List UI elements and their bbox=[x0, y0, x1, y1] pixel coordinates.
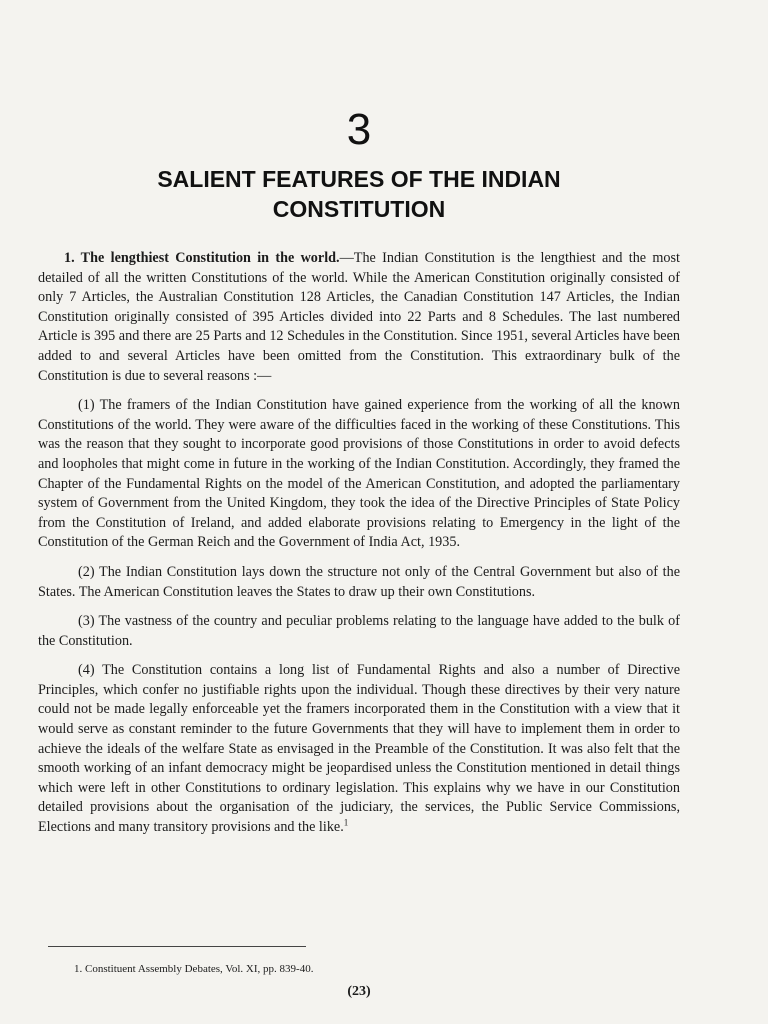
point-2-paragraph: (2) The Indian Constitution lays down the structure not only of the Central Government but also of the States. The American Constitution leaves the States to draw up their own Constitutions. bbox=[38, 563, 680, 600]
body-text bbox=[38, 249, 680, 848]
footnote-marker: 1 bbox=[343, 817, 349, 828]
footnote-divider bbox=[48, 946, 306, 947]
footnote: 1. Constituent Assembly Debates, Vol. XI, pp. 839-40. bbox=[74, 963, 314, 975]
section-intro: —The Indian Constitution is the lengthiest and the most detailed of all the written Constitutions of the world. While the American Constitution originally consisted of only 7 Articles, the Australian Constitution 128 Articles, the Canadian Constitution 147 Articles, the Indian Constitution originally consisted of 395 Articles divided into 22 Parts and 8 Schedules. The last numbered Article is 395 and there are 25 Parts and 12 Schedules in the Constitution. Since 1951, several Articles have been added to and several Articles have been omitted from the Constitution. This extraordinary bulk of the Constitution is due to several reasons :— bbox=[38, 250, 680, 384]
point-3-paragraph: (3) The vastness of the country and peculiar problems relating to the language have added to the bulk of the Constitution. bbox=[38, 613, 680, 649]
chapter-number: 3 bbox=[346, 105, 372, 154]
section-heading: 1. The lengthiest Constitution in the world. bbox=[64, 250, 340, 266]
point-4-text: (4) The Constitution contains a long list of Fundamental Rights and also a number of Directive Principles, which confer no justifiable rights upon the individual. Though these directives by their very nature could not be made legally enforceable yet the framers incorporated them in the Constitution with a view that it would serve as constant reminder to the future Governments that they will have to implement them in order to achieve the ideals of the welfare State as envisaged in the Preamble of the Constitution. It was also felt that the smooth working of an infant democracy might be jeopardised unless the Constitution mentioned in detail things which were left in other Constitutions to ordinary legislation. This explains why we have in our Constitution detailed provisions about the organisation of the judiciary, the services, the Public Service Commissions, Elections and many transitory provisions and the like. bbox=[38, 662, 680, 836]
book-page bbox=[38, 0, 680, 1024]
section-intro-paragraph bbox=[38, 249, 680, 386]
point-4-paragraph bbox=[38, 661, 680, 837]
chapter-title: SALIENT FEATURES OF THE INDIAN CONSTITUTION bbox=[157, 166, 561, 222]
page-number: (23) bbox=[347, 984, 371, 999]
point-1-paragraph: (1) The framers of the Indian Constitution have gained experience from the working of all the known Constitutions of the world. They were aware of the difficulties faced in the working of these Constitutions. This was the reason that they sought to incorporate good provisions of those Constitutions in order to avoid defects and loopholes that might come in future in the working of the Indian Constitution. Accordingly, they framed the Chapter of the Fundamental Rights on the model of the American Constitution, and adopted the parliamentary system of Government from the United Kingdom, they took the idea of the Directive Principles of State Policy from the Constitution of Ireland, and added elaborate provisions relating to Emergency in the light of the Constitution of the German Reich and the Government of India Act, 1935. bbox=[38, 397, 680, 551]
